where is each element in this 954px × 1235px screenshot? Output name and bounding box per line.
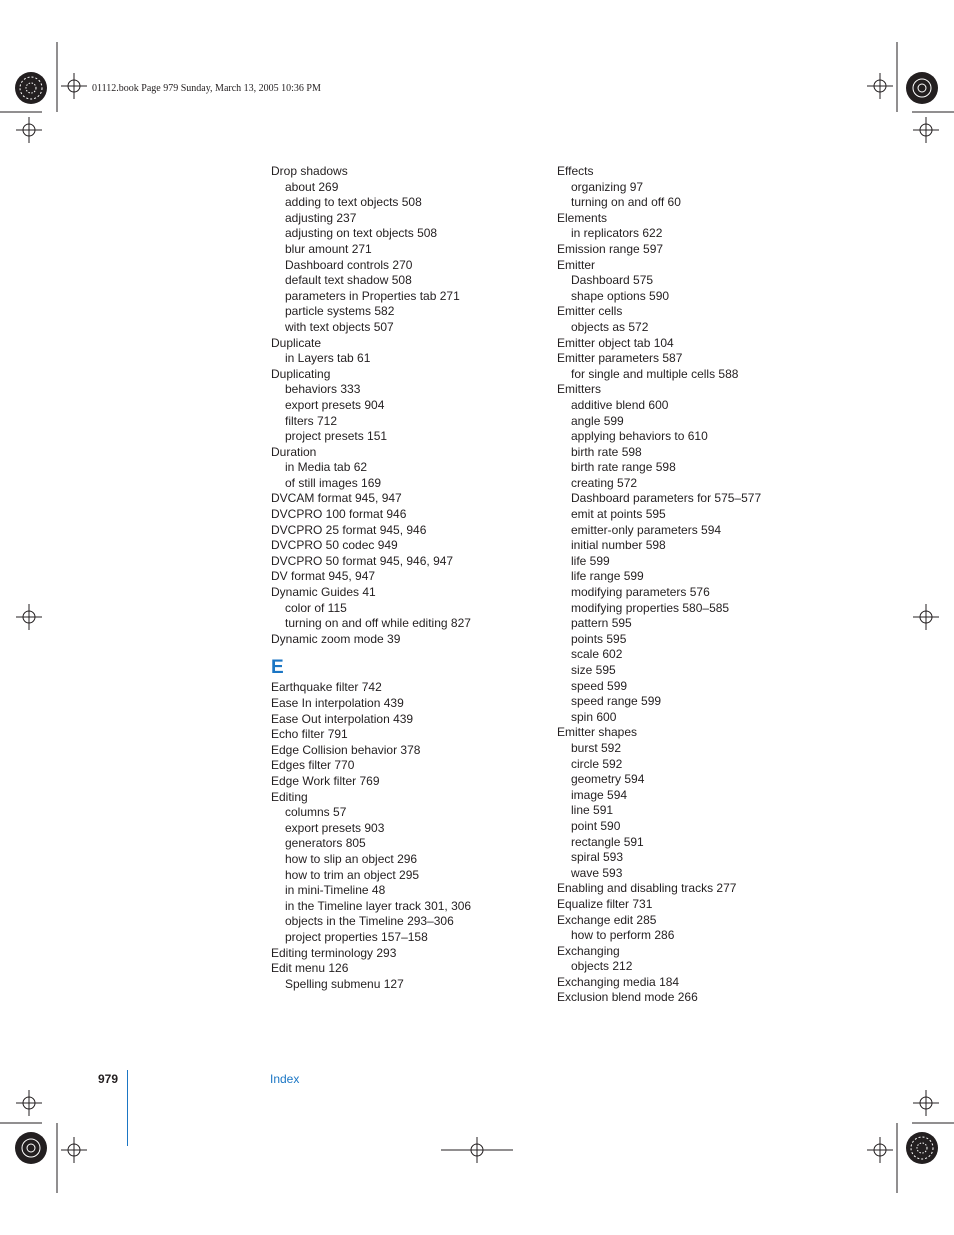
page-number: 979: [98, 1072, 119, 1086]
index-subentry: particle systems 582: [285, 304, 395, 319]
index-entry: Edge Collision behavior 378: [271, 742, 421, 757]
index-subentry: birth rate range 598: [571, 460, 676, 475]
index-entry: Editing terminology 293: [271, 945, 397, 960]
index-subentry: generators 805: [285, 836, 366, 851]
index-subentry: creating 572: [571, 475, 638, 490]
index-subentry: Dashboard controls 270: [285, 257, 413, 272]
index-subentry: turning on and off while editing 827: [285, 616, 471, 631]
index-entry: Editing: [271, 789, 308, 804]
index-subentry: objects as 572: [571, 319, 649, 334]
index-subentry: about 269: [285, 179, 339, 194]
index-subentry: with text objects 507: [285, 319, 394, 334]
index-subentry: speed 599: [571, 678, 628, 693]
index-subentry: Dashboard parameters for 575–577: [571, 491, 762, 506]
index-subentry: Spelling submenu 127: [285, 976, 404, 991]
index-entry: Edit menu 126: [271, 961, 349, 976]
index-entry: Emitter cells: [557, 304, 623, 319]
index-entry: Edge Work filter 769: [271, 773, 380, 788]
index-subentry: Dashboard 575: [571, 273, 654, 288]
index-column-right: [557, 164, 857, 1006]
index-entry: DVCPRO 100 format 946: [271, 507, 407, 522]
section-title: Index: [270, 1072, 300, 1086]
index-entry: Edges filter 770: [271, 758, 355, 773]
index-subentry: rectangle 591: [571, 834, 644, 849]
index-subentry: in Media tab 62: [285, 460, 368, 475]
print-slug: 01112.book Page 979 Sunday, March 13, 2005 10:36 PM: [92, 83, 321, 94]
index-subentry: adding to text objects 508: [285, 195, 422, 210]
index-subentry: modifying properties 580–585: [571, 600, 730, 615]
index-subentry: life range 599: [571, 569, 644, 584]
index-subentry: pattern 595: [571, 616, 632, 631]
index-subentry: export presets 904: [285, 397, 385, 412]
index-entry: Emission range 597: [557, 241, 664, 256]
index-entry: Dynamic Guides 41: [271, 585, 376, 600]
index-entry: Equalize filter 731: [557, 896, 653, 911]
index-subentry: default text shadow 508: [285, 273, 412, 288]
index-subentry: in the Timeline layer track 301, 306: [285, 898, 472, 913]
index-entry: Enabling and disabling tracks 277: [557, 881, 737, 896]
index-subentry: size 595: [571, 663, 616, 677]
index-entry: Emitter object tab 104: [557, 335, 674, 350]
index-subentry: additive blend 600: [571, 397, 669, 412]
index-entry: Exchanging media 184: [557, 974, 680, 989]
index-subentry: export presets 903: [285, 820, 385, 835]
index-entry: Emitter: [557, 257, 596, 272]
index-subentry: point 590: [571, 818, 621, 833]
index-column-left: [271, 164, 541, 992]
index-entry: Duration: [271, 444, 317, 459]
index-entry: Ease In interpolation 439: [271, 696, 404, 710]
index-subentry: columns 57: [285, 805, 347, 820]
index-subentry: project presets 151: [285, 429, 388, 444]
index-subentry: initial number 598: [571, 538, 666, 553]
footer-divider: [127, 1070, 128, 1146]
index-entry: Earthquake filter 742: [271, 680, 382, 695]
index-subentry: adjusting on text objects 508: [285, 226, 438, 241]
index-section-letter: E: [271, 657, 284, 679]
index-subentry: in Layers tab 61: [285, 351, 371, 366]
index-subentry: project properties 157–158: [285, 929, 428, 944]
index-subentry: parameters in Properties tab 271: [285, 288, 460, 303]
index-entry: Elements: [557, 210, 608, 225]
index-subentry: applying behaviors to 610: [571, 429, 708, 444]
index-subentry: adjusting 237: [285, 210, 357, 225]
index-subentry: points 595: [571, 631, 627, 646]
index-subentry: burst 592: [571, 740, 622, 755]
index-subentry: how to perform 286: [571, 928, 675, 943]
index-subentry: modifying parameters 576: [571, 585, 710, 600]
index-subentry: objects 212: [571, 959, 633, 974]
index-entry: Dynamic zoom mode 39: [271, 631, 401, 646]
index-entry: Exchange edit 285: [557, 912, 657, 927]
index-entry: DV format 945, 947: [271, 569, 376, 584]
index-entry: Exchanging: [557, 943, 620, 958]
index-subentry: in mini-Timeline 48: [285, 883, 386, 898]
index-entry: DVCPRO 25 format 945, 946: [271, 522, 427, 537]
index-entry: DVCPRO 50 format 945, 946, 947: [271, 553, 454, 568]
index-subentry: how to trim an object 295: [285, 867, 420, 882]
index-subentry: wave 593: [571, 865, 623, 880]
index-subentry: speed range 599: [571, 694, 662, 709]
index-entry: Emitter shapes: [557, 725, 638, 740]
index-subentry: blur amount 271: [285, 241, 372, 256]
index-entry: DVCPRO 50 codec 949: [271, 538, 398, 553]
index-entry: DVCAM format 945, 947: [271, 491, 402, 506]
index-subentry: birth rate 598: [571, 444, 642, 459]
index-entry: Emitters: [557, 382, 602, 397]
index-subentry: filters 712: [285, 413, 338, 428]
index-entry: Exclusion blend mode 266: [557, 990, 698, 1005]
index-subentry: behaviors 333: [285, 382, 361, 397]
index-subentry: color of 115: [285, 600, 347, 615]
index-subentry: spin 600: [571, 709, 617, 724]
index-subentry: scale 602: [571, 647, 623, 662]
index-subentry: of still images 169: [285, 475, 382, 490]
index-subentry: spiral 593: [571, 850, 624, 865]
index-subentry: for single and multiple cells 588: [571, 366, 739, 381]
index-entry: Duplicate: [271, 335, 322, 350]
index-subentry: turning on and off 60: [571, 195, 681, 210]
index-entry: Ease Out interpolation 439: [271, 711, 414, 726]
index-entry: Emitter parameters 587: [557, 351, 683, 366]
index-subentry: line 591: [571, 803, 614, 818]
index-subentry: geometry 594: [571, 772, 645, 787]
index-entry: Duplicating: [271, 366, 331, 381]
index-subentry: image 594: [571, 787, 628, 802]
index-entry: Drop shadows: [271, 164, 348, 178]
index-subentry: life 599: [571, 553, 610, 568]
index-subentry: how to slip an object 296: [285, 851, 418, 866]
index-entry: Echo filter 791: [271, 727, 348, 742]
index-subentry: objects in the Timeline 293–306: [285, 914, 454, 929]
index-subentry: angle 599: [571, 413, 624, 428]
index-subentry: circle 592: [571, 756, 623, 771]
index-subentry: emit at points 595: [571, 507, 666, 522]
index-subentry: in replicators 622: [571, 226, 663, 241]
index-entry: Effects: [557, 164, 594, 178]
index-subentry: shape options 590: [571, 288, 670, 303]
index-subentry: organizing 97: [571, 179, 644, 194]
index-subentry: emitter-only parameters 594: [571, 522, 722, 537]
